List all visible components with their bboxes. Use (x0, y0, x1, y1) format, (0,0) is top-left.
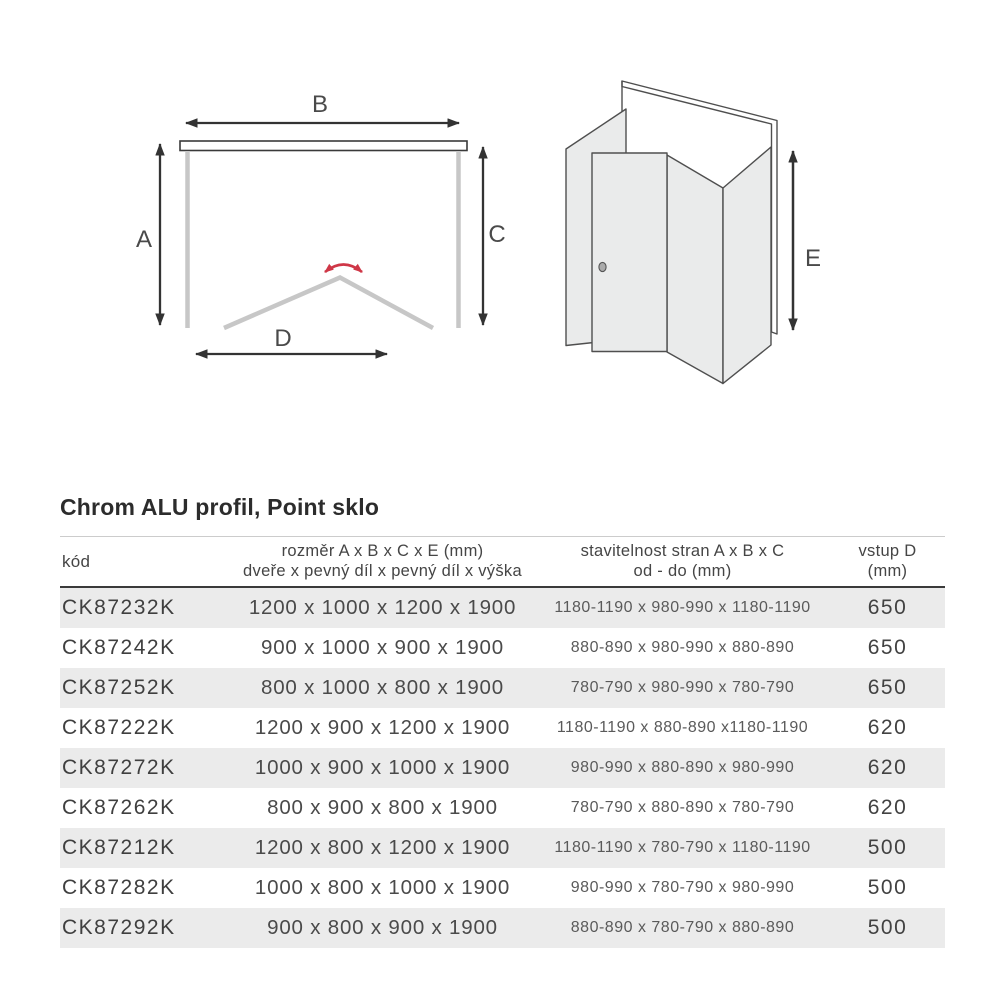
cell-code: CK87282K (62, 876, 176, 899)
cell-code: CK87242K (62, 636, 176, 659)
cell-size: 1200 x 900 x 1200 x 1900 (254, 716, 511, 739)
col-header-adjust-line2: od - do (mm) (633, 561, 732, 580)
cell-entry: 650 (867, 676, 908, 699)
col-header-code-label: kód (62, 551, 91, 571)
col-header-size-line2: dveře x pevný díl x pevný díl x výška (243, 561, 522, 580)
cell-code: CK87232K (62, 596, 176, 619)
table-row (60, 668, 945, 708)
table-row (60, 788, 945, 828)
cell-adjust: 1180-1190 x 980-990 x 1180-1190 (554, 599, 811, 616)
cell-entry: 650 (867, 596, 908, 619)
cell-size: 1000 x 800 x 1000 x 1900 (254, 876, 511, 899)
cell-size: 1000 x 900 x 1000 x 1900 (254, 756, 511, 779)
cell-size: 1200 x 800 x 1200 x 1900 (254, 836, 511, 859)
perspective-view-diagram (566, 81, 793, 384)
door-panel-front (592, 153, 667, 352)
dimension-label-e: E (804, 245, 821, 272)
col-header-code (60, 537, 230, 588)
table-row (60, 748, 945, 788)
cell-adjust: 1180-1190 x 780-790 x 1180-1190 (554, 839, 811, 856)
col-header-size-line1: rozměr A x B x C x E (mm) (281, 542, 484, 561)
page-title: Chrom ALU profil, Point sklo (60, 494, 380, 520)
cell-entry: 620 (867, 756, 908, 779)
fold-panel-middle (667, 155, 723, 384)
table-row (60, 708, 945, 748)
col-header-entry-line2: (mm) (867, 561, 908, 580)
cell-code: CK87252K (62, 676, 176, 699)
cell-entry: 620 (867, 796, 908, 819)
cell-code: CK87292K (62, 916, 176, 939)
cell-size: 900 x 1000 x 900 x 1900 (261, 636, 504, 659)
cell-adjust: 980-990 x 780-790 x 980-990 (570, 879, 795, 896)
cell-entry: 500 (867, 916, 908, 939)
plan-view-diagram (160, 123, 483, 354)
table-row (60, 868, 945, 908)
cell-size: 800 x 900 x 800 x 1900 (267, 796, 498, 819)
table-row (60, 587, 945, 628)
cell-adjust: 780-790 x 980-990 x 780-790 (570, 679, 795, 696)
door-knob (599, 262, 606, 271)
cell-code: CK87262K (62, 796, 176, 819)
cell-entry: 500 (867, 876, 908, 899)
col-header-adjust (535, 537, 830, 588)
cell-adjust: 1180-1190 x 880-890 x1180-1190 (556, 719, 809, 736)
wall-profile (180, 141, 467, 151)
door-swing-arrow (325, 265, 362, 273)
col-header-entry (830, 537, 945, 588)
dimension-label-a: A (135, 226, 152, 253)
spec-table (60, 536, 945, 948)
col-header-adjust-line1: stavitelnost stran A x B x C (580, 542, 785, 561)
fold-panel-right (723, 147, 771, 384)
cell-adjust: 980-990 x 880-890 x 980-990 (570, 759, 795, 776)
dimension-label-d: D (274, 325, 292, 352)
cell-entry: 650 (867, 636, 908, 659)
cell-entry: 620 (867, 716, 908, 739)
cell-adjust: 780-790 x 880-890 x 780-790 (570, 799, 795, 816)
dimension-label-b: B (311, 91, 328, 118)
cell-adjust: 880-890 x 980-990 x 880-890 (570, 639, 795, 656)
dimension-label-c: C (488, 221, 506, 248)
cell-size: 800 x 1000 x 800 x 1900 (261, 676, 504, 699)
cell-code: CK87212K (62, 836, 176, 859)
table-row (60, 628, 945, 668)
cell-size: 900 x 800 x 900 x 1900 (267, 916, 498, 939)
header-row (60, 537, 945, 588)
cell-size: 1200 x 1000 x 1200 x 1900 (248, 596, 517, 619)
diagrams-area (0, 0, 1000, 470)
cell-entry: 500 (867, 836, 908, 859)
cell-code: CK87272K (62, 756, 176, 779)
cell-adjust: 880-890 x 780-790 x 880-890 (570, 919, 795, 936)
bifold-door-lines (224, 278, 433, 329)
col-header-size (230, 537, 535, 588)
table-row (60, 908, 945, 948)
cell-code: CK87222K (62, 716, 176, 739)
col-header-entry-line1: vstup D (858, 542, 917, 561)
table-row (60, 828, 945, 868)
